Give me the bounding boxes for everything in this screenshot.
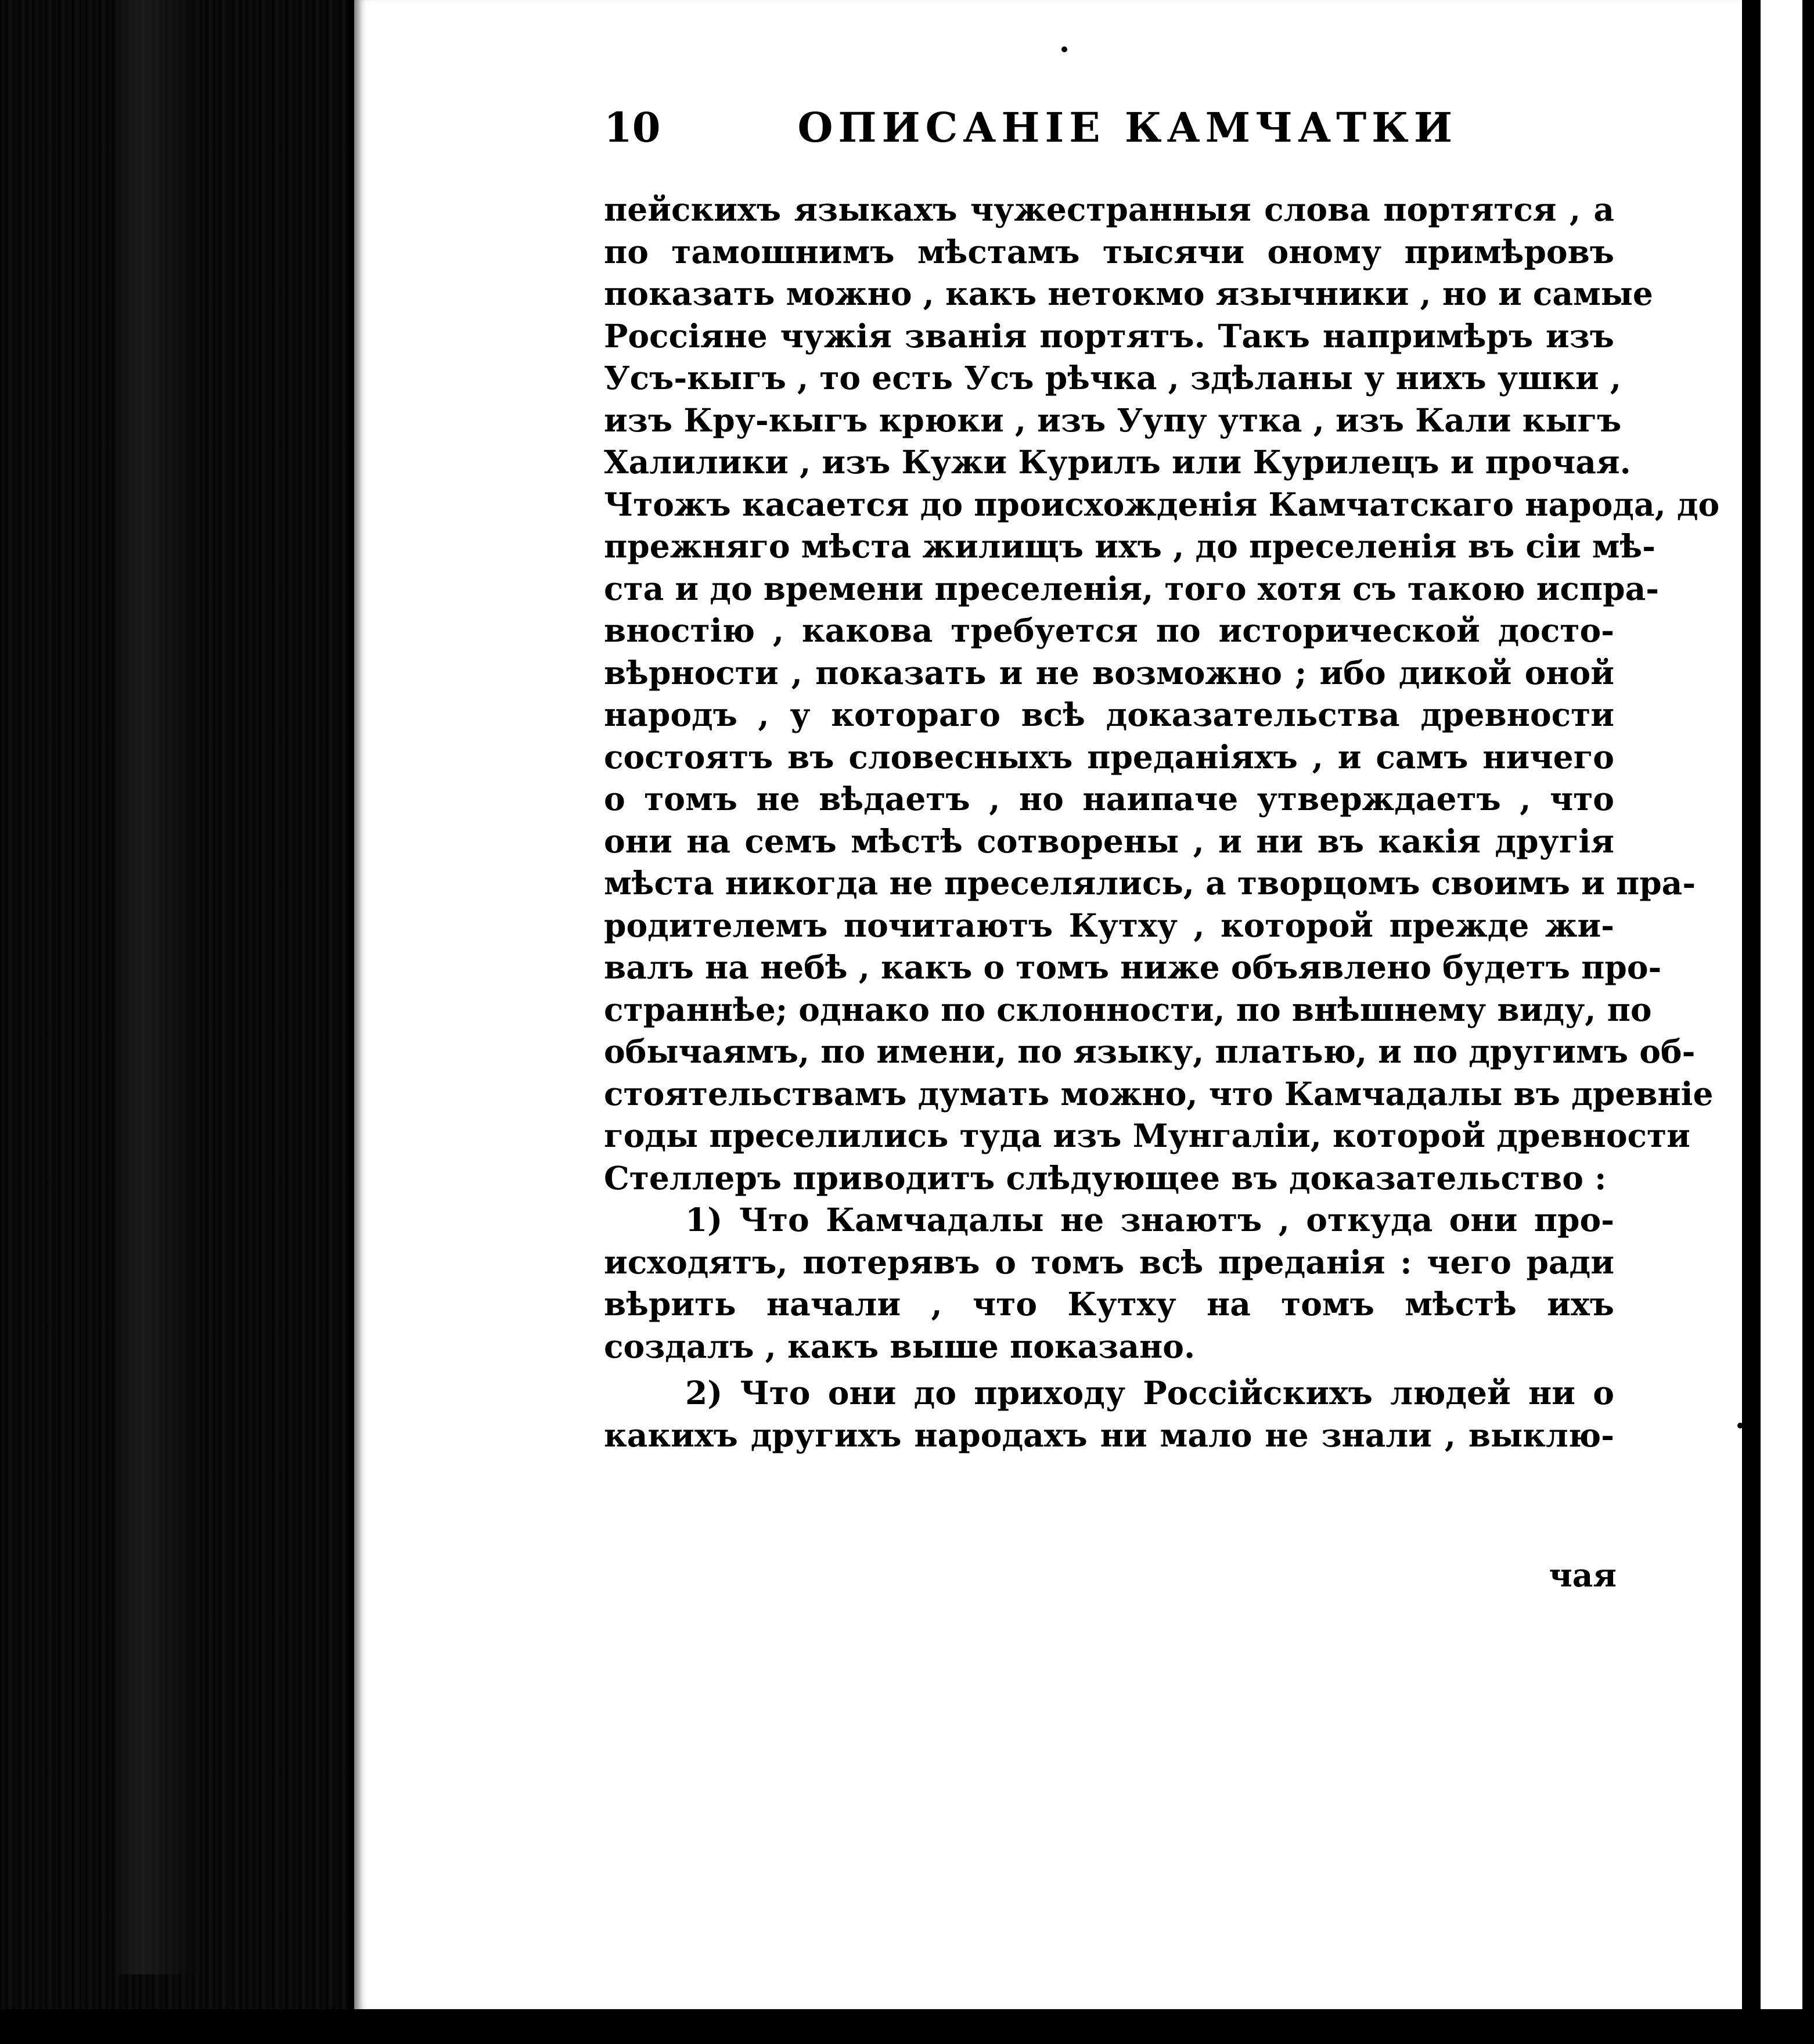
bottom-border [0, 2009, 1814, 2044]
catchword: чая [1549, 1556, 1617, 1594]
text-line: Чтожъ касается до происхожденія Камчатскаго народа, до [604, 485, 1720, 523]
running-title: ОПИСАНІЕ КАМЧАТКИ [797, 103, 1457, 152]
text-line: Россіяне чужія званія портятъ. Такъ напримѣръ изъ [604, 316, 1614, 355]
text-line: Усъ-кыгъ , то есть Усъ рѣчка , здѣланы у нихъ ушки , [604, 359, 1621, 397]
facing-page-edge [1757, 0, 1802, 2009]
text-line: они на семъ мѣстѣ сотворены , и ни въ какія другія [604, 822, 1614, 860]
text-line: вѣрности , показать и не возможно ; ибо дикой оной [604, 653, 1614, 692]
text-line: какихъ другихъ народахъ ни мало не знали , выклю- [604, 1416, 1614, 1454]
text-line: состоятъ въ словесныхъ преданіяхъ , и самъ ничего [604, 737, 1614, 776]
text-line: стоятельствамъ думать можно, что Камчадалы въ древніе [604, 1074, 1714, 1113]
text-line: Стеллеръ приводитъ слѣдующее въ доказательство : [604, 1158, 1607, 1197]
text-line: годы преселились туда изъ Мунгаліи, которой древности [604, 1117, 1690, 1154]
ink-speck [1737, 1423, 1743, 1428]
page-number: 10 [604, 103, 661, 152]
text-line: 1) Что Камчадалы не знаютъ , откуда они про- [685, 1201, 1614, 1239]
text-line: о томъ не вѣдаетъ , но наипаче утверждаетъ , что [604, 780, 1614, 818]
text-line: вѣрить начали , что Кутху на томъ мѣстѣ ихъ [604, 1285, 1614, 1323]
text-line: обычаямъ, по имени, по языку, платью, и по другимъ об- [604, 1032, 1696, 1070]
text-line: пейскихъ языкахъ чужестранныя слова портятся , а [604, 190, 1614, 228]
text-line: народъ , у котораго всѣ доказательства древности [604, 696, 1614, 733]
text-line: прежняго мѣста жилищъ ихъ , до преселенія въ сіи мѣ- [604, 527, 1655, 565]
text-line: мѣста никогда не преселялись, а творцомъ своимъ и пра- [604, 864, 1696, 902]
text-line: по тамошнимъ мѣстамъ тысячи оному примѣровъ [604, 232, 1614, 271]
ink-speck [1061, 46, 1067, 52]
text-line: Халилики , изъ Кужи Курилъ или Курилецъ и прочая. [604, 443, 1631, 481]
text-line: валъ на небѣ , какъ о томъ ниже объявлено будетъ про- [604, 948, 1662, 986]
page-header [604, 96, 1457, 160]
text-line: ста и до времени преселенія, того хотя съ такою испра- [604, 569, 1660, 607]
text-line: 2) Что они до приходу Россійскихъ людей ни о [685, 1374, 1614, 1412]
text-line: создалъ , какъ выше показано. [604, 1327, 1196, 1365]
page-stack-edge [116, 0, 197, 1974]
text-line: родителемъ почитаютъ Кутху , которой прежде жи- [604, 906, 1614, 944]
text-line: изъ Кру-кыгъ крюки , изъ Уупу утка , изъ Кали кыгъ [604, 401, 1622, 439]
body-text [604, 189, 1720, 1456]
text-line: исходятъ, потерявъ о томъ всѣ преданія : чего ради [604, 1243, 1614, 1281]
text-line: вностію , какова требуется по исторической досто- [604, 611, 1614, 649]
text-line: показать можно , какъ нетокмо язычники , но и самые [604, 275, 1653, 312]
text-line: страннѣе; однако по склонности, по внѣшнему виду, по [604, 990, 1652, 1028]
